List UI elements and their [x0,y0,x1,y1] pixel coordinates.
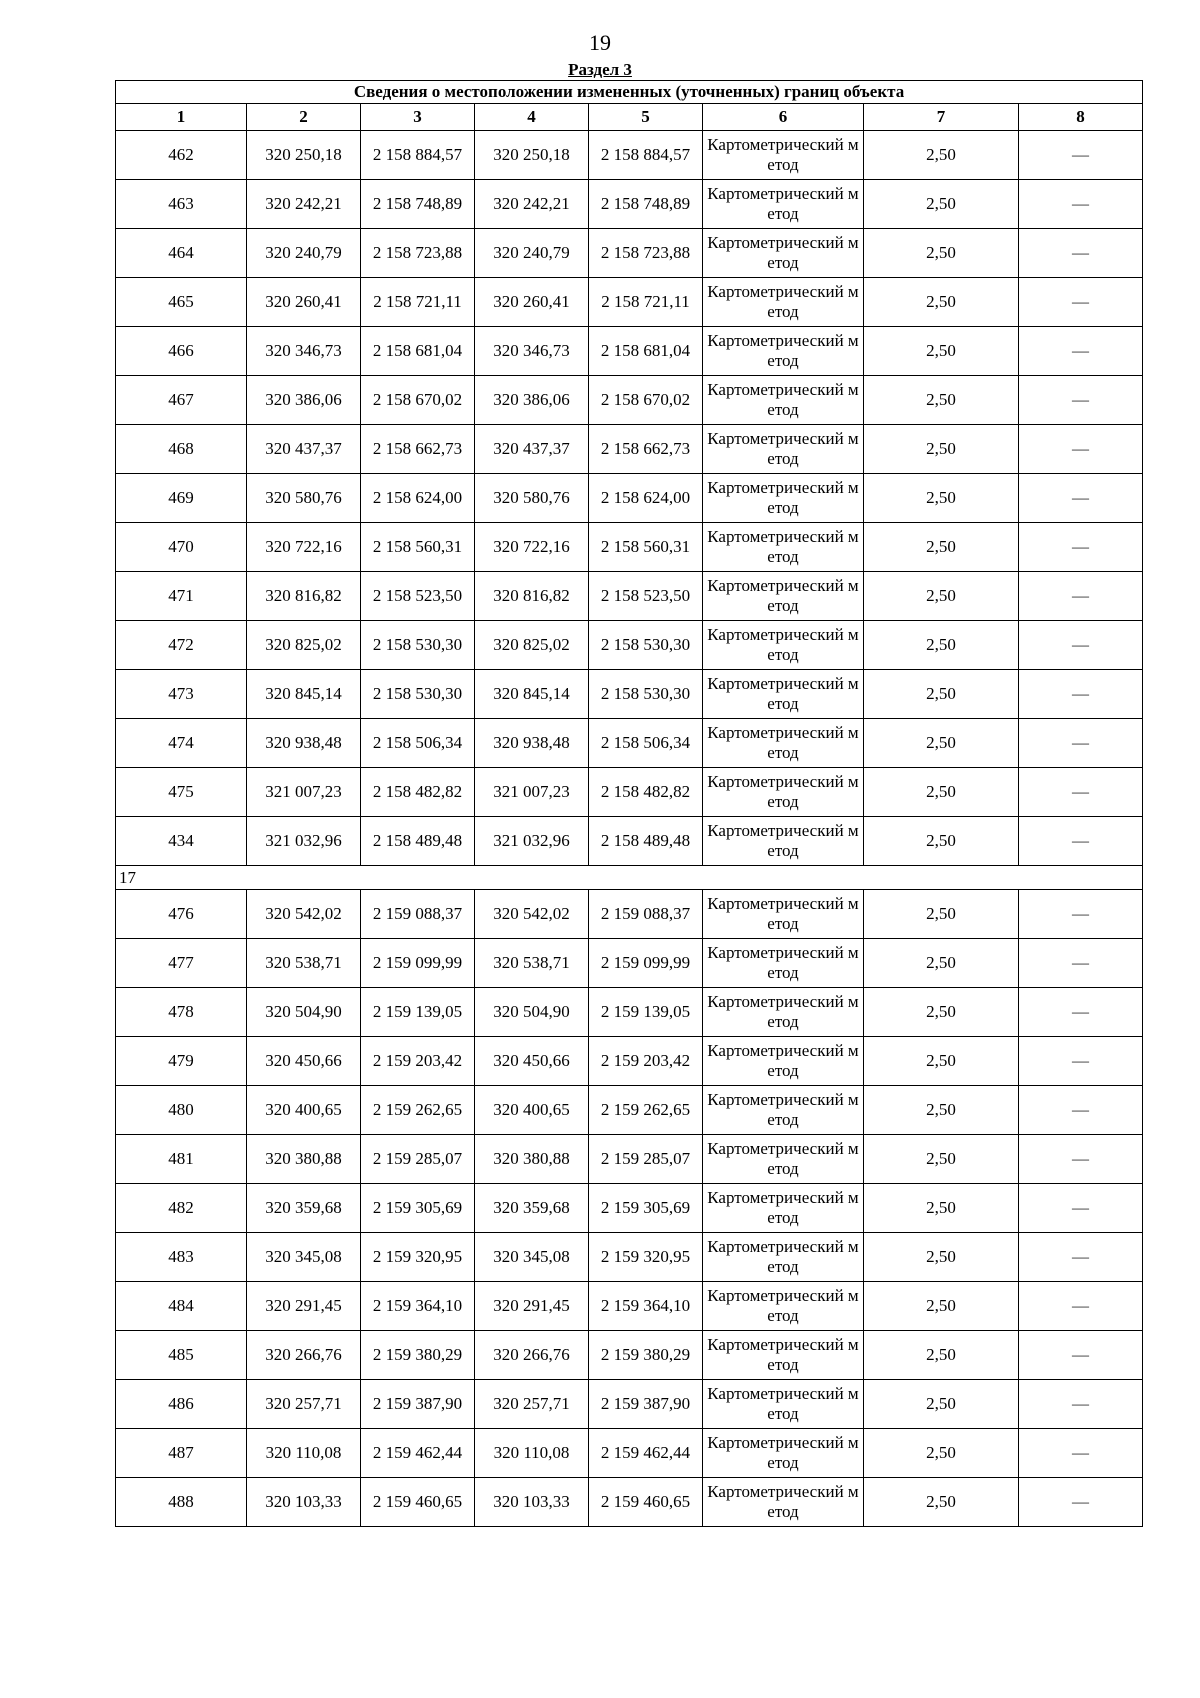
x-new-cell: 320 250,18 [475,131,589,180]
description-cell: — [1019,670,1143,719]
point-number-cell: 469 [116,474,247,523]
y-new-cell: 2 159 262,65 [589,1086,703,1135]
description-cell: — [1019,278,1143,327]
method-cell: Картометрический метод [703,523,864,572]
method-cell: Картометрический метод [703,890,864,939]
method-cell: Картометрический метод [703,180,864,229]
point-number-cell: 486 [116,1380,247,1429]
table-row [116,229,1143,278]
y-old-cell: 2 158 670,02 [361,376,475,425]
y-old-cell: 2 158 523,50 [361,572,475,621]
x-new-cell: 320 257,71 [475,1380,589,1429]
method-cell: Картометрический метод [703,278,864,327]
x-new-cell: 320 386,06 [475,376,589,425]
accuracy-cell: 2,50 [864,278,1019,327]
y-new-cell: 2 158 670,02 [589,376,703,425]
table-row [116,1184,1143,1233]
x-old-cell: 320 938,48 [247,719,361,768]
description-cell: — [1019,621,1143,670]
description-cell: — [1019,1184,1143,1233]
y-new-cell: 2 158 530,30 [589,621,703,670]
y-old-cell: 2 158 681,04 [361,327,475,376]
method-cell: Картометрический метод [703,719,864,768]
y-new-cell: 2 158 560,31 [589,523,703,572]
table-row [116,1429,1143,1478]
method-cell: Картометрический метод [703,939,864,988]
y-new-cell: 2 158 489,48 [589,817,703,866]
y-old-cell: 2 158 721,11 [361,278,475,327]
y-new-cell: 2 159 088,37 [589,890,703,939]
x-new-cell: 320 504,90 [475,988,589,1037]
point-number-cell: 472 [116,621,247,670]
x-new-cell: 320 240,79 [475,229,589,278]
accuracy-cell: 2,50 [864,474,1019,523]
method-cell: Картометрический метод [703,1233,864,1282]
y-new-cell: 2 159 380,29 [589,1331,703,1380]
point-number-cell: 482 [116,1184,247,1233]
x-new-cell: 320 845,14 [475,670,589,719]
x-old-cell: 320 845,14 [247,670,361,719]
accuracy-cell: 2,50 [864,572,1019,621]
accuracy-cell: 2,50 [864,229,1019,278]
y-new-cell: 2 158 748,89 [589,180,703,229]
point-number-cell: 465 [116,278,247,327]
accuracy-cell: 2,50 [864,719,1019,768]
method-cell: Картометрический метод [703,1184,864,1233]
method-cell: Картометрический метод [703,621,864,670]
x-new-cell: 320 242,21 [475,180,589,229]
y-new-cell: 2 159 462,44 [589,1429,703,1478]
y-old-cell: 2 159 139,05 [361,988,475,1037]
point-number-cell: 467 [116,376,247,425]
description-cell: — [1019,1282,1143,1331]
y-new-cell: 2 159 364,10 [589,1282,703,1331]
table-row [116,1233,1143,1282]
point-number-cell: 466 [116,327,247,376]
x-old-cell: 320 400,65 [247,1086,361,1135]
point-number-cell: 462 [116,131,247,180]
y-old-cell: 2 158 662,73 [361,425,475,474]
table-caption-row [116,81,1143,104]
y-old-cell: 2 159 460,65 [361,1478,475,1527]
accuracy-cell: 2,50 [864,1282,1019,1331]
x-old-cell: 320 538,71 [247,939,361,988]
y-old-cell: 2 159 262,65 [361,1086,475,1135]
table-row [116,376,1143,425]
x-old-cell: 320 103,33 [247,1478,361,1527]
x-old-cell: 320 260,41 [247,278,361,327]
x-old-cell: 320 825,02 [247,621,361,670]
y-old-cell: 2 158 560,31 [361,523,475,572]
x-new-cell: 320 110,08 [475,1429,589,1478]
table-row [116,180,1143,229]
table-row [116,817,1143,866]
table-row [116,131,1143,180]
method-cell: Картометрический метод [703,817,864,866]
description-cell: — [1019,1135,1143,1184]
x-new-cell: 320 260,41 [475,278,589,327]
accuracy-cell: 2,50 [864,988,1019,1037]
point-number-cell: 479 [116,1037,247,1086]
table-row [116,1135,1143,1184]
y-new-cell: 2 159 387,90 [589,1380,703,1429]
description-cell: — [1019,131,1143,180]
accuracy-cell: 2,50 [864,1086,1019,1135]
contour-group-row [116,866,1143,890]
method-cell: Картометрический метод [703,229,864,278]
description-cell: — [1019,1037,1143,1086]
x-new-cell: 320 346,73 [475,327,589,376]
description-cell: — [1019,817,1143,866]
method-cell: Картометрический метод [703,1086,864,1135]
table-row [116,1086,1143,1135]
y-new-cell: 2 158 681,04 [589,327,703,376]
point-number-cell: 487 [116,1429,247,1478]
point-number-cell: 473 [116,670,247,719]
point-number-cell: 464 [116,229,247,278]
description-cell: — [1019,327,1143,376]
y-old-cell: 2 158 624,00 [361,474,475,523]
table-row [116,327,1143,376]
x-old-cell: 320 816,82 [247,572,361,621]
x-new-cell: 320 580,76 [475,474,589,523]
point-number-cell: 478 [116,988,247,1037]
y-new-cell: 2 158 523,50 [589,572,703,621]
table-row [116,768,1143,817]
point-number-cell: 481 [116,1135,247,1184]
x-old-cell: 320 386,06 [247,376,361,425]
x-old-cell: 320 345,08 [247,1233,361,1282]
table-row [116,1380,1143,1429]
description-cell: — [1019,572,1143,621]
x-old-cell: 320 504,90 [247,988,361,1037]
method-cell: Картометрический метод [703,1331,864,1380]
table-row [116,719,1143,768]
description-cell: — [1019,719,1143,768]
description-cell: — [1019,180,1143,229]
column-number: 4 [475,104,589,131]
x-new-cell: 320 359,68 [475,1184,589,1233]
method-cell: Картометрический метод [703,670,864,719]
y-new-cell: 2 158 482,82 [589,768,703,817]
point-number-cell: 480 [116,1086,247,1135]
point-number-cell: 485 [116,1331,247,1380]
y-new-cell: 2 159 305,69 [589,1184,703,1233]
description-cell: — [1019,988,1143,1037]
y-old-cell: 2 159 088,37 [361,890,475,939]
x-old-cell: 320 722,16 [247,523,361,572]
x-old-cell: 320 250,18 [247,131,361,180]
point-number-cell: 471 [116,572,247,621]
description-cell: — [1019,939,1143,988]
accuracy-cell: 2,50 [864,1429,1019,1478]
table-row [116,670,1143,719]
x-new-cell: 320 437,37 [475,425,589,474]
x-old-cell: 320 266,76 [247,1331,361,1380]
x-new-cell: 320 380,88 [475,1135,589,1184]
method-cell: Картометрический метод [703,1429,864,1478]
accuracy-cell: 2,50 [864,1233,1019,1282]
accuracy-cell: 2,50 [864,670,1019,719]
column-number: 5 [589,104,703,131]
x-new-cell: 320 816,82 [475,572,589,621]
y-old-cell: 2 158 530,30 [361,670,475,719]
point-number-cell: 434 [116,817,247,866]
x-new-cell: 321 032,96 [475,817,589,866]
y-new-cell: 2 158 624,00 [589,474,703,523]
accuracy-cell: 2,50 [864,1184,1019,1233]
x-old-cell: 320 450,66 [247,1037,361,1086]
point-number-cell: 463 [116,180,247,229]
x-old-cell: 320 580,76 [247,474,361,523]
column-number: 7 [864,104,1019,131]
accuracy-cell: 2,50 [864,817,1019,866]
y-old-cell: 2 158 506,34 [361,719,475,768]
y-new-cell: 2 159 099,99 [589,939,703,988]
y-old-cell: 2 158 482,82 [361,768,475,817]
method-cell: Картометрический метод [703,1380,864,1429]
x-old-cell: 320 437,37 [247,425,361,474]
accuracy-cell: 2,50 [864,1380,1019,1429]
y-new-cell: 2 158 721,11 [589,278,703,327]
accuracy-cell: 2,50 [864,939,1019,988]
description-cell: — [1019,1331,1143,1380]
method-cell: Картометрический метод [703,768,864,817]
description-cell: — [1019,523,1143,572]
table-row [116,1478,1143,1527]
column-number: 8 [1019,104,1143,131]
accuracy-cell: 2,50 [864,1037,1019,1086]
method-cell: Картометрический метод [703,1478,864,1527]
y-old-cell: 2 159 364,10 [361,1282,475,1331]
y-new-cell: 2 158 884,57 [589,131,703,180]
y-new-cell: 2 159 460,65 [589,1478,703,1527]
x-old-cell: 320 110,08 [247,1429,361,1478]
method-cell: Картометрический метод [703,131,864,180]
y-old-cell: 2 159 387,90 [361,1380,475,1429]
table-row [116,474,1143,523]
contour-number-label: 17 [116,866,1143,890]
boundary-coordinates-table [115,80,1143,1527]
x-old-cell: 321 032,96 [247,817,361,866]
y-old-cell: 2 159 099,99 [361,939,475,988]
table-row [116,1037,1143,1086]
y-old-cell: 2 158 748,89 [361,180,475,229]
x-new-cell: 320 345,08 [475,1233,589,1282]
method-cell: Картометрический метод [703,474,864,523]
column-number: 2 [247,104,361,131]
description-cell: — [1019,1380,1143,1429]
x-old-cell: 320 242,21 [247,180,361,229]
section-title: Раздел 3 [568,60,632,79]
x-new-cell: 320 538,71 [475,939,589,988]
table-row [116,939,1143,988]
x-old-cell: 320 542,02 [247,890,361,939]
column-number-row [116,104,1143,131]
description-cell: — [1019,768,1143,817]
method-cell: Картометрический метод [703,988,864,1037]
x-new-cell: 320 722,16 [475,523,589,572]
point-number-cell: 483 [116,1233,247,1282]
point-number-cell: 470 [116,523,247,572]
method-cell: Картометрический метод [703,425,864,474]
y-old-cell: 2 158 489,48 [361,817,475,866]
description-cell: — [1019,1478,1143,1527]
accuracy-cell: 2,50 [864,621,1019,670]
column-number: 1 [116,104,247,131]
x-new-cell: 320 825,02 [475,621,589,670]
page-number: 19 [589,30,611,55]
y-new-cell: 2 158 506,34 [589,719,703,768]
table-caption: Сведения о местоположении измененных (уточненных) границ объекта [116,81,1143,104]
description-cell: — [1019,1086,1143,1135]
description-cell: — [1019,1429,1143,1478]
accuracy-cell: 2,50 [864,1135,1019,1184]
description-cell: — [1019,229,1143,278]
accuracy-cell: 2,50 [864,1331,1019,1380]
x-new-cell: 320 291,45 [475,1282,589,1331]
y-old-cell: 2 159 462,44 [361,1429,475,1478]
y-new-cell: 2 158 662,73 [589,425,703,474]
y-new-cell: 2 159 203,42 [589,1037,703,1086]
method-cell: Картометрический метод [703,1135,864,1184]
x-new-cell: 320 103,33 [475,1478,589,1527]
table-row [116,1282,1143,1331]
x-old-cell: 320 380,88 [247,1135,361,1184]
description-cell: — [1019,890,1143,939]
y-old-cell: 2 158 723,88 [361,229,475,278]
column-number: 6 [703,104,864,131]
x-old-cell: 320 257,71 [247,1380,361,1429]
accuracy-cell: 2,50 [864,327,1019,376]
method-cell: Картометрический метод [703,1282,864,1331]
x-new-cell: 320 542,02 [475,890,589,939]
accuracy-cell: 2,50 [864,425,1019,474]
accuracy-cell: 2,50 [864,890,1019,939]
x-new-cell: 320 938,48 [475,719,589,768]
x-old-cell: 320 359,68 [247,1184,361,1233]
y-new-cell: 2 159 320,95 [589,1233,703,1282]
description-cell: — [1019,474,1143,523]
point-number-cell: 484 [116,1282,247,1331]
table-row [116,621,1143,670]
x-new-cell: 320 266,76 [475,1331,589,1380]
point-number-cell: 488 [116,1478,247,1527]
x-old-cell: 320 346,73 [247,327,361,376]
x-old-cell: 320 240,79 [247,229,361,278]
accuracy-cell: 2,50 [864,1478,1019,1527]
x-new-cell: 321 007,23 [475,768,589,817]
method-cell: Картометрический метод [703,572,864,621]
point-number-cell: 474 [116,719,247,768]
table-row [116,1331,1143,1380]
x-old-cell: 320 291,45 [247,1282,361,1331]
method-cell: Картометрический метод [703,1037,864,1086]
y-new-cell: 2 159 285,07 [589,1135,703,1184]
table-row [116,988,1143,1037]
table-row [116,890,1143,939]
point-number-cell: 476 [116,890,247,939]
column-number: 3 [361,104,475,131]
y-new-cell: 2 158 723,88 [589,229,703,278]
y-old-cell: 2 159 203,42 [361,1037,475,1086]
x-new-cell: 320 400,65 [475,1086,589,1135]
method-cell: Картометрический метод [703,327,864,376]
table-row [116,572,1143,621]
accuracy-cell: 2,50 [864,131,1019,180]
accuracy-cell: 2,50 [864,376,1019,425]
y-old-cell: 2 159 320,95 [361,1233,475,1282]
x-new-cell: 320 450,66 [475,1037,589,1086]
table-row [116,278,1143,327]
accuracy-cell: 2,50 [864,768,1019,817]
point-number-cell: 475 [116,768,247,817]
accuracy-cell: 2,50 [864,523,1019,572]
table-row [116,523,1143,572]
y-old-cell: 2 158 530,30 [361,621,475,670]
method-cell: Картометрический метод [703,376,864,425]
y-old-cell: 2 159 305,69 [361,1184,475,1233]
y-new-cell: 2 158 530,30 [589,670,703,719]
accuracy-cell: 2,50 [864,180,1019,229]
x-old-cell: 321 007,23 [247,768,361,817]
y-old-cell: 2 159 380,29 [361,1331,475,1380]
description-cell: — [1019,425,1143,474]
description-cell: — [1019,376,1143,425]
description-cell: — [1019,1233,1143,1282]
table-row [116,425,1143,474]
y-new-cell: 2 159 139,05 [589,988,703,1037]
point-number-cell: 477 [116,939,247,988]
y-old-cell: 2 158 884,57 [361,131,475,180]
y-old-cell: 2 159 285,07 [361,1135,475,1184]
point-number-cell: 468 [116,425,247,474]
